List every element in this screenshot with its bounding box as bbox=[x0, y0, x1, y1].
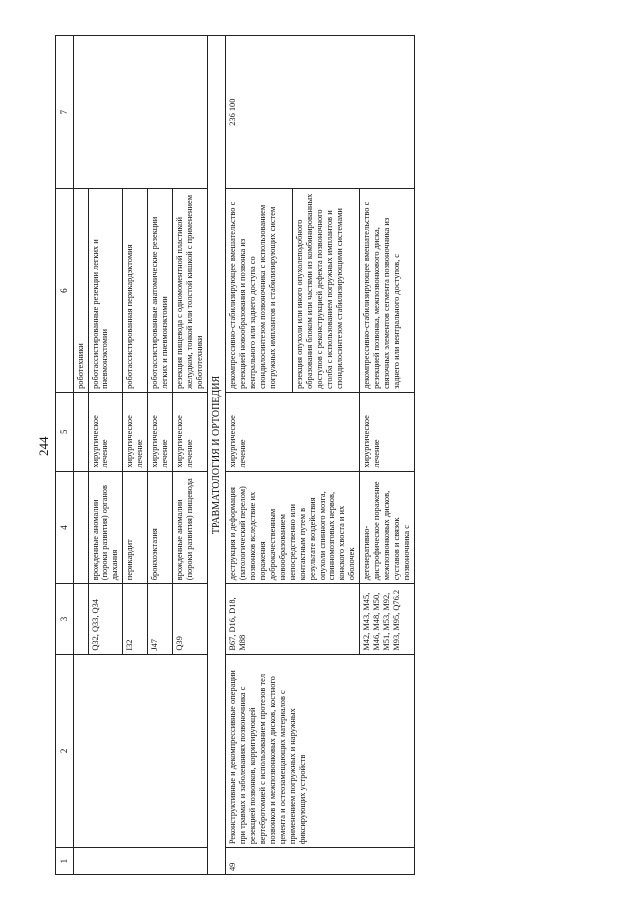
treatment-cell: хирургическое лечение bbox=[360, 392, 415, 471]
treatment-cell: хирургическое лечение bbox=[88, 392, 123, 471]
codes-cell: M42, M43, M45, M46, M48, M50, M51, M53, M92, M93, M95, Q76.2 bbox=[360, 584, 415, 654]
diagnosis-cell: бронхоэктазия bbox=[148, 471, 173, 584]
diagnosis-cell: врожденные аномалии (пороки развития) пищевода bbox=[172, 471, 207, 584]
col-number: 6 bbox=[56, 189, 74, 393]
col-number: 5 bbox=[56, 392, 74, 471]
method-cell: декомпрессивно-стабилизирующее вмешательство с резекцией позвонка, межпозвонкового диска, связочных элементов сегмента позвоночника из заднего или вентрального доступов, с bbox=[360, 189, 415, 393]
codes-cell bbox=[73, 584, 88, 654]
method-cell: роботассистированные анатомические резекции легких и пневмонэктомии bbox=[148, 189, 173, 393]
section-title: ТРАВМАТОЛОГИЯ И ОРТОПЕДИЯ bbox=[207, 36, 226, 875]
empty-cell bbox=[73, 654, 207, 847]
empty-cell bbox=[73, 36, 207, 189]
treatment-cell: хирургическое лечение bbox=[172, 392, 207, 471]
diagnosis-cell bbox=[73, 471, 88, 584]
table-row bbox=[73, 36, 88, 875]
col-number: 2 bbox=[56, 654, 74, 847]
table-row bbox=[226, 36, 293, 875]
codes-cell: Q39 bbox=[172, 584, 207, 654]
rotated-table-sheet bbox=[55, 35, 610, 875]
method-cell: роботехники bbox=[73, 189, 88, 393]
method-cell: резекция пищевода с одномоментной пластикой желудком, тонкой или толстой кишкой с применением робототехники bbox=[172, 189, 207, 393]
diagnosis-cell: деструкция и деформация (патологический перелом) позвонков вследствие их поражения доброкачественным новообразованием непосредственно или контактным путем в результате воздействия опухоли спинного мозга, спинномозговых нервов, конского хвоста и их оболочек bbox=[226, 471, 360, 584]
column-number-row bbox=[56, 36, 74, 875]
treatment-cell: хирургическое лечение bbox=[226, 392, 360, 471]
treatment-cell: хирургическое лечение bbox=[148, 392, 173, 471]
method-cell: роботассистированные резекции легких и пневмонэктомии bbox=[88, 189, 123, 393]
medical-care-table bbox=[55, 35, 415, 875]
price-cell: 236 100 bbox=[226, 36, 414, 189]
col-number: 4 bbox=[56, 471, 74, 584]
method-cell: роботассистированная перикардэктомия bbox=[123, 189, 148, 393]
page-number: 244 bbox=[36, 436, 51, 456]
method-cell: резекция опухоли или иного опухолеподобного образования блоком или частями из комбинированных доступов с реконструкцией дефекта позвоночного столба с использованием погружных имплантов и спондилосинтезом стабилизирующими системами bbox=[293, 189, 360, 393]
codes-cell: J47 bbox=[148, 584, 173, 654]
diagnosis-cell: дегенеративно-дистрофическое поражение межпозвонковых дисков, суставов и связок позвоночника с bbox=[360, 471, 415, 584]
empty-cell bbox=[73, 848, 207, 875]
col-number: 1 bbox=[56, 848, 74, 875]
treatment-cell: хирургическое лечение bbox=[123, 392, 148, 471]
codes-cell: B67, D16, D18, M88 bbox=[226, 584, 360, 654]
diagnosis-cell: врожденные аномалии (пороки развития) органов дыхания bbox=[88, 471, 123, 584]
codes-cell: I32 bbox=[123, 584, 148, 654]
diagnosis-cell: перикардит bbox=[123, 471, 148, 584]
care-type-cell: Реконструктивные и декомпрессивные операции при травмах и заболеваниях позвоночника с резекцией позвонков, корригирующей вертебротомией с использованием протезов тел позвонков и межпозвонковых дисков, костного цемента и остеозамещающих материалов с применением погружных и наружных фиксирующих устройств bbox=[226, 654, 414, 847]
section-row bbox=[207, 36, 226, 875]
codes-cell: Q32, Q33, Q34 bbox=[88, 584, 123, 654]
col-number: 3 bbox=[56, 584, 74, 654]
row-number-cell: 49 bbox=[226, 848, 414, 875]
treatment-cell bbox=[73, 392, 88, 471]
col-number: 7 bbox=[56, 36, 74, 189]
method-cell: декомпрессивно-стабилизирующее вмешательство с резекцией новообразования и позвонка из вентрального или заднего доступа со спондилосинтезом позвоночника с использованием погружных имплантов и стабилизирующих систем bbox=[226, 189, 293, 393]
